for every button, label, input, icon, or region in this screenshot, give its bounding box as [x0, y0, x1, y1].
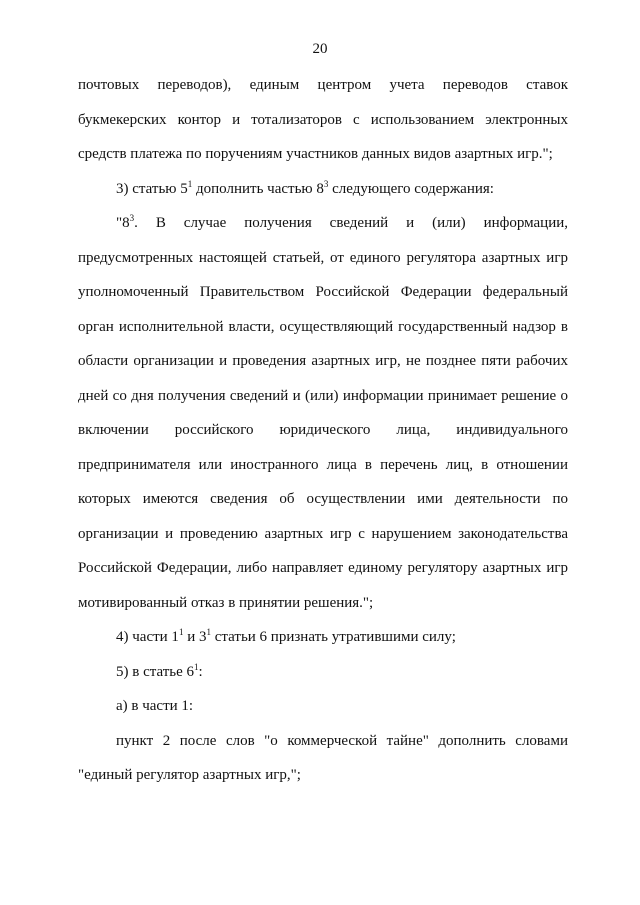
quoted-part-start	[78, 213, 568, 248]
superscript: 1	[206, 627, 211, 637]
text-line: включении российского юридического лица, индивидуального	[78, 422, 568, 438]
superscript: 1	[178, 627, 184, 637]
text-fragment: . В случае получения сведений и (или) информации,	[134, 215, 568, 231]
text-fragment: :	[198, 663, 203, 680]
text-line: средств платежа по поручениям участников данных видов азартных игр.";	[78, 146, 553, 162]
text-fragment: 4) части 1	[116, 629, 179, 645]
page-number: 20	[312, 41, 328, 57]
amendment-item-4	[78, 627, 568, 662]
superscript: 1	[187, 178, 193, 189]
document-body	[78, 75, 568, 800]
superscript: 3	[129, 213, 135, 223]
text-line: "единый регулятор азартных игр,";	[78, 767, 301, 783]
text-line: букмекерских контор и тотализаторов с использованием электронных	[78, 111, 568, 128]
amendment-item-3	[78, 179, 568, 214]
text-fragment: дополнить частью 8	[192, 180, 324, 197]
text-fragment: 3) статью 5	[116, 180, 188, 197]
text-line: мотивированный отказ в принятии решения.";	[78, 594, 374, 611]
amendment-item-5	[78, 662, 568, 697]
text-line: уполномоченный Правительством Российской Федерации федеральный	[78, 284, 568, 300]
text-line: Российской Федерации, либо направляет единому регулятору азартных игр	[78, 560, 568, 576]
superscript: 3	[323, 178, 329, 189]
text-fragment: следующего содержания:	[328, 180, 494, 197]
text-line: орган исполнительной власти, осуществляющий государственный надзор в	[78, 318, 568, 335]
text-line: организации и проведению азартных игр с нарушением законодательства	[78, 525, 568, 542]
text-fragment: и 3	[183, 629, 207, 645]
text-fragment: "8	[116, 215, 130, 231]
text-line: которых имеются сведения об осуществлении ими деятельности по	[78, 491, 568, 507]
text-line: предпринимателя или иностранного лица в перечень лиц, в отношении	[78, 456, 568, 473]
text-line: предусмотренных настоящей статьей, от единого регулятора азартных игр	[78, 249, 568, 266]
superscript: 1	[194, 661, 199, 672]
text-line: пункт 2 после слов "о коммерческой тайне" дополнить словами	[116, 732, 568, 749]
text-line: почтовых переводов), единым центром учета переводов ставок	[78, 77, 568, 93]
text-fragment: статьи 6 признать утратившими силу;	[210, 629, 456, 645]
text-fragment: 5) в статье 6	[116, 663, 195, 680]
text-line: дней со дня получения сведений и (или) информации принимает решение о	[78, 387, 568, 404]
sub-item-a: а) в части 1:	[116, 698, 194, 714]
text-line: области организации и проведения азартных игр, не позднее пяти рабочих	[78, 353, 568, 369]
